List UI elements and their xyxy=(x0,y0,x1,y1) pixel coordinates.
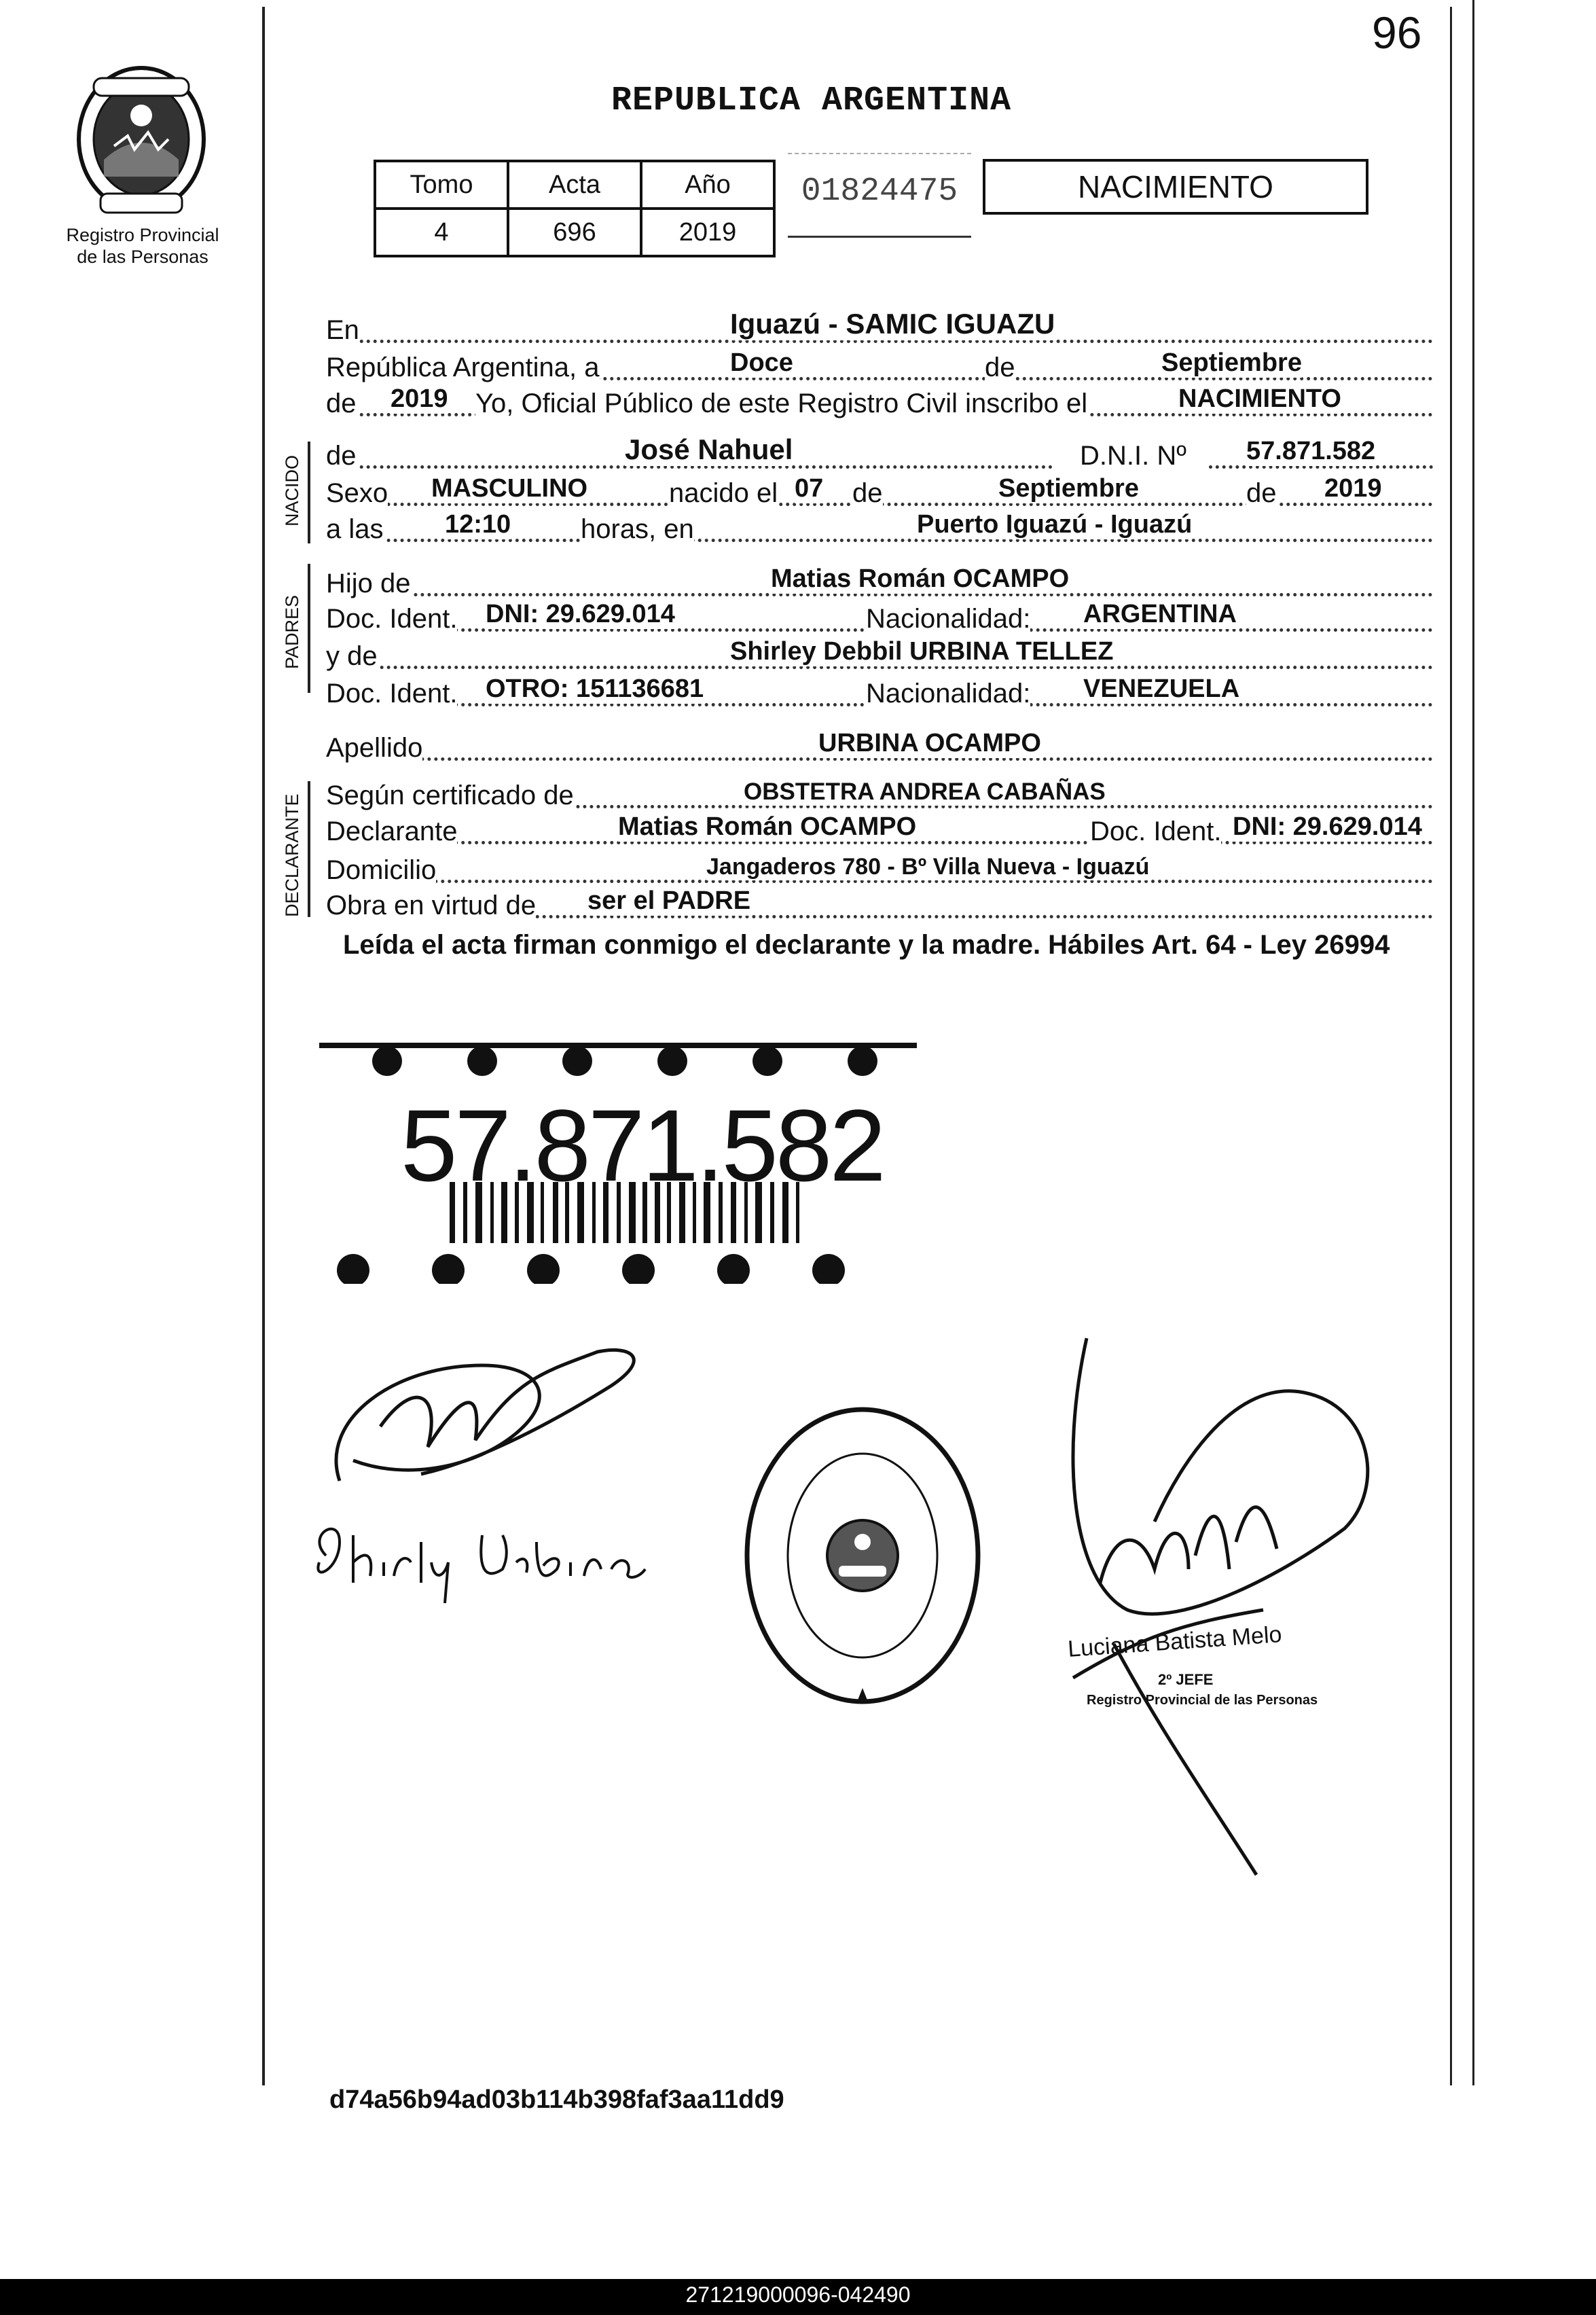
label-sexo: Sexo xyxy=(326,478,388,508)
mother-signature-drawing xyxy=(299,1508,652,1617)
label-doc-padre: Doc. Ident. xyxy=(326,604,458,634)
label-horas: horas, en xyxy=(581,514,694,544)
r-logo-strip-top xyxy=(319,1043,917,1076)
value-declarante: Matias Román OCAMPO xyxy=(618,812,917,841)
value-madre-nac: VENEZUELA xyxy=(1083,675,1240,703)
label-de-mes: de xyxy=(985,353,1015,382)
value-padre: Matias Román OCAMPO xyxy=(771,564,1070,593)
label-republica: República Argentina, a xyxy=(326,353,600,382)
official-registry: Registro Provincial de las Personas xyxy=(1087,1693,1318,1708)
section-nacido: NACIDO xyxy=(282,454,302,526)
right-margin-line xyxy=(1450,7,1452,2085)
value-madre: Shirley Debbil URBINA TELLEZ xyxy=(730,637,1114,666)
value-madre-doc: OTRO: 151136681 xyxy=(486,675,704,703)
padres-bar xyxy=(308,564,310,693)
label-alas: a las xyxy=(326,514,384,544)
label-doc-declarante: Doc. Ident. xyxy=(1090,816,1222,846)
sticker-dni-number: 57.871.582 xyxy=(401,1088,884,1202)
label-nacido: nacido el xyxy=(669,478,778,508)
section-padres: PADRES xyxy=(282,594,302,669)
serial-number: 01824475 xyxy=(788,153,971,238)
label-nac-madre: Nacionalidad: xyxy=(866,679,1031,708)
row-en xyxy=(326,309,1433,347)
value-apellido: URBINA OCAMPO xyxy=(818,729,1041,757)
row-madre-doc xyxy=(326,672,1433,711)
value-acta: 696 xyxy=(508,209,641,256)
label-nac-padre: Nacionalidad: xyxy=(866,604,1031,634)
right-margin-line-outer xyxy=(1472,0,1474,2085)
label-yde: y de xyxy=(326,641,378,671)
registry-seal xyxy=(740,1403,985,1715)
value-mes: Septiembre xyxy=(1161,348,1302,377)
value-padre-doc: DNI: 29.629.014 xyxy=(486,600,675,628)
document-hash: d74a56b94ad03b114b398faf3aa11dd9 xyxy=(329,2085,784,2114)
issuer-line-1: Registro Provincial xyxy=(66,225,219,245)
label-domicilio: Domicilio xyxy=(326,855,437,885)
label-obra: Obra en virtud de xyxy=(326,891,537,920)
value-en: Iguazú - SAMIC IGUAZU xyxy=(730,308,1055,340)
label-de-anio: de xyxy=(326,389,357,418)
label-apellido: Apellido xyxy=(326,733,423,763)
value-dia: Doce xyxy=(730,348,793,377)
row-certificado xyxy=(326,774,1433,812)
issuer-name xyxy=(41,224,244,268)
row-domicilio xyxy=(326,849,1433,887)
row-madre xyxy=(326,635,1433,673)
value-domicilio: Jangaderos 780 - Bº Villa Nueva - Iguazú xyxy=(706,854,1150,880)
row-obra xyxy=(326,884,1433,922)
label-hijo: Hijo de xyxy=(326,569,411,598)
nacido-bar xyxy=(308,442,310,543)
closing-statement: Leída el acta firman conmigo el declarante y la madre. Hábiles Art. 64 - Ley 26994 xyxy=(343,930,1390,960)
row-nombre xyxy=(326,435,1433,473)
label-certificado: Según certificado de xyxy=(326,780,574,810)
declarante-bar xyxy=(308,781,310,917)
value-nac-anio: 2019 xyxy=(1324,474,1382,503)
value-padre-nac: ARGENTINA xyxy=(1083,600,1237,628)
section-declarante: DECLARANTE xyxy=(282,793,302,917)
value-dni: 57.871.582 xyxy=(1246,437,1376,465)
value-tomo: 4 xyxy=(375,209,508,256)
value-hora: 12:10 xyxy=(445,510,511,539)
value-anio: 2019 xyxy=(391,384,448,413)
value-anio: 2019 xyxy=(641,209,774,256)
official-name: Luciana Batista Melo xyxy=(1067,1621,1283,1662)
header-acta: Acta xyxy=(508,161,641,209)
label-dni: D.N.I. Nº xyxy=(1080,441,1186,471)
official-role: 2º JEFE xyxy=(1158,1671,1214,1688)
document-title: REPUBLICA ARGENTINA xyxy=(611,82,1012,120)
value-certificado: OBSTETRA ANDREA CABAÑAS xyxy=(744,778,1106,805)
header-tomo: Tomo xyxy=(375,161,508,209)
row-declarante xyxy=(326,810,1433,848)
footer-code: 271219000096-042490 xyxy=(685,2282,911,2307)
value-lugar: Puerto Iguazú - Iguazú xyxy=(917,510,1193,539)
value-sexo: MASCULINO xyxy=(431,474,588,503)
page-number: 96 xyxy=(1372,7,1422,58)
value-obra: ser el PADRE xyxy=(587,886,751,915)
row-padre-doc xyxy=(326,598,1433,636)
record-type: NACIMIENTO xyxy=(983,159,1368,215)
reference-table xyxy=(374,160,776,257)
declarant-signature-drawing xyxy=(312,1325,666,1528)
official-signature-drawing xyxy=(1005,1325,1385,1882)
value-declarante-doc: DNI: 29.629.014 xyxy=(1233,812,1422,841)
provincial-crest-logo xyxy=(73,65,209,221)
label-de-nombre: de xyxy=(326,441,357,471)
value-nombre: José Nahuel xyxy=(625,433,793,465)
label-declarante: Declarante xyxy=(326,816,458,846)
row-hijo xyxy=(326,562,1433,600)
issuer-line-2: de las Personas xyxy=(77,247,208,267)
row-hora xyxy=(326,508,1433,546)
value-nac-dia: 07 xyxy=(795,474,824,503)
row-apellido xyxy=(326,727,1433,765)
r-logo-strip-bottom xyxy=(337,1254,845,1284)
label-doc-madre: Doc. Ident. xyxy=(326,679,458,708)
label-de-nac: de xyxy=(852,478,883,508)
value-nac-mes: Septiembre xyxy=(998,474,1139,503)
label-yo: Yo, Oficial Público de este Registro Civil inscribo el xyxy=(475,389,1088,418)
row-sexo xyxy=(326,472,1433,510)
value-inscribo: NACIMIENTO xyxy=(1178,384,1341,413)
row-anio xyxy=(326,382,1433,420)
left-margin-line xyxy=(262,7,265,2085)
row-republica xyxy=(326,346,1433,384)
label-en: En xyxy=(326,315,359,345)
header-anio: Año xyxy=(641,161,774,209)
label-de-nac-anio: de xyxy=(1246,478,1277,508)
